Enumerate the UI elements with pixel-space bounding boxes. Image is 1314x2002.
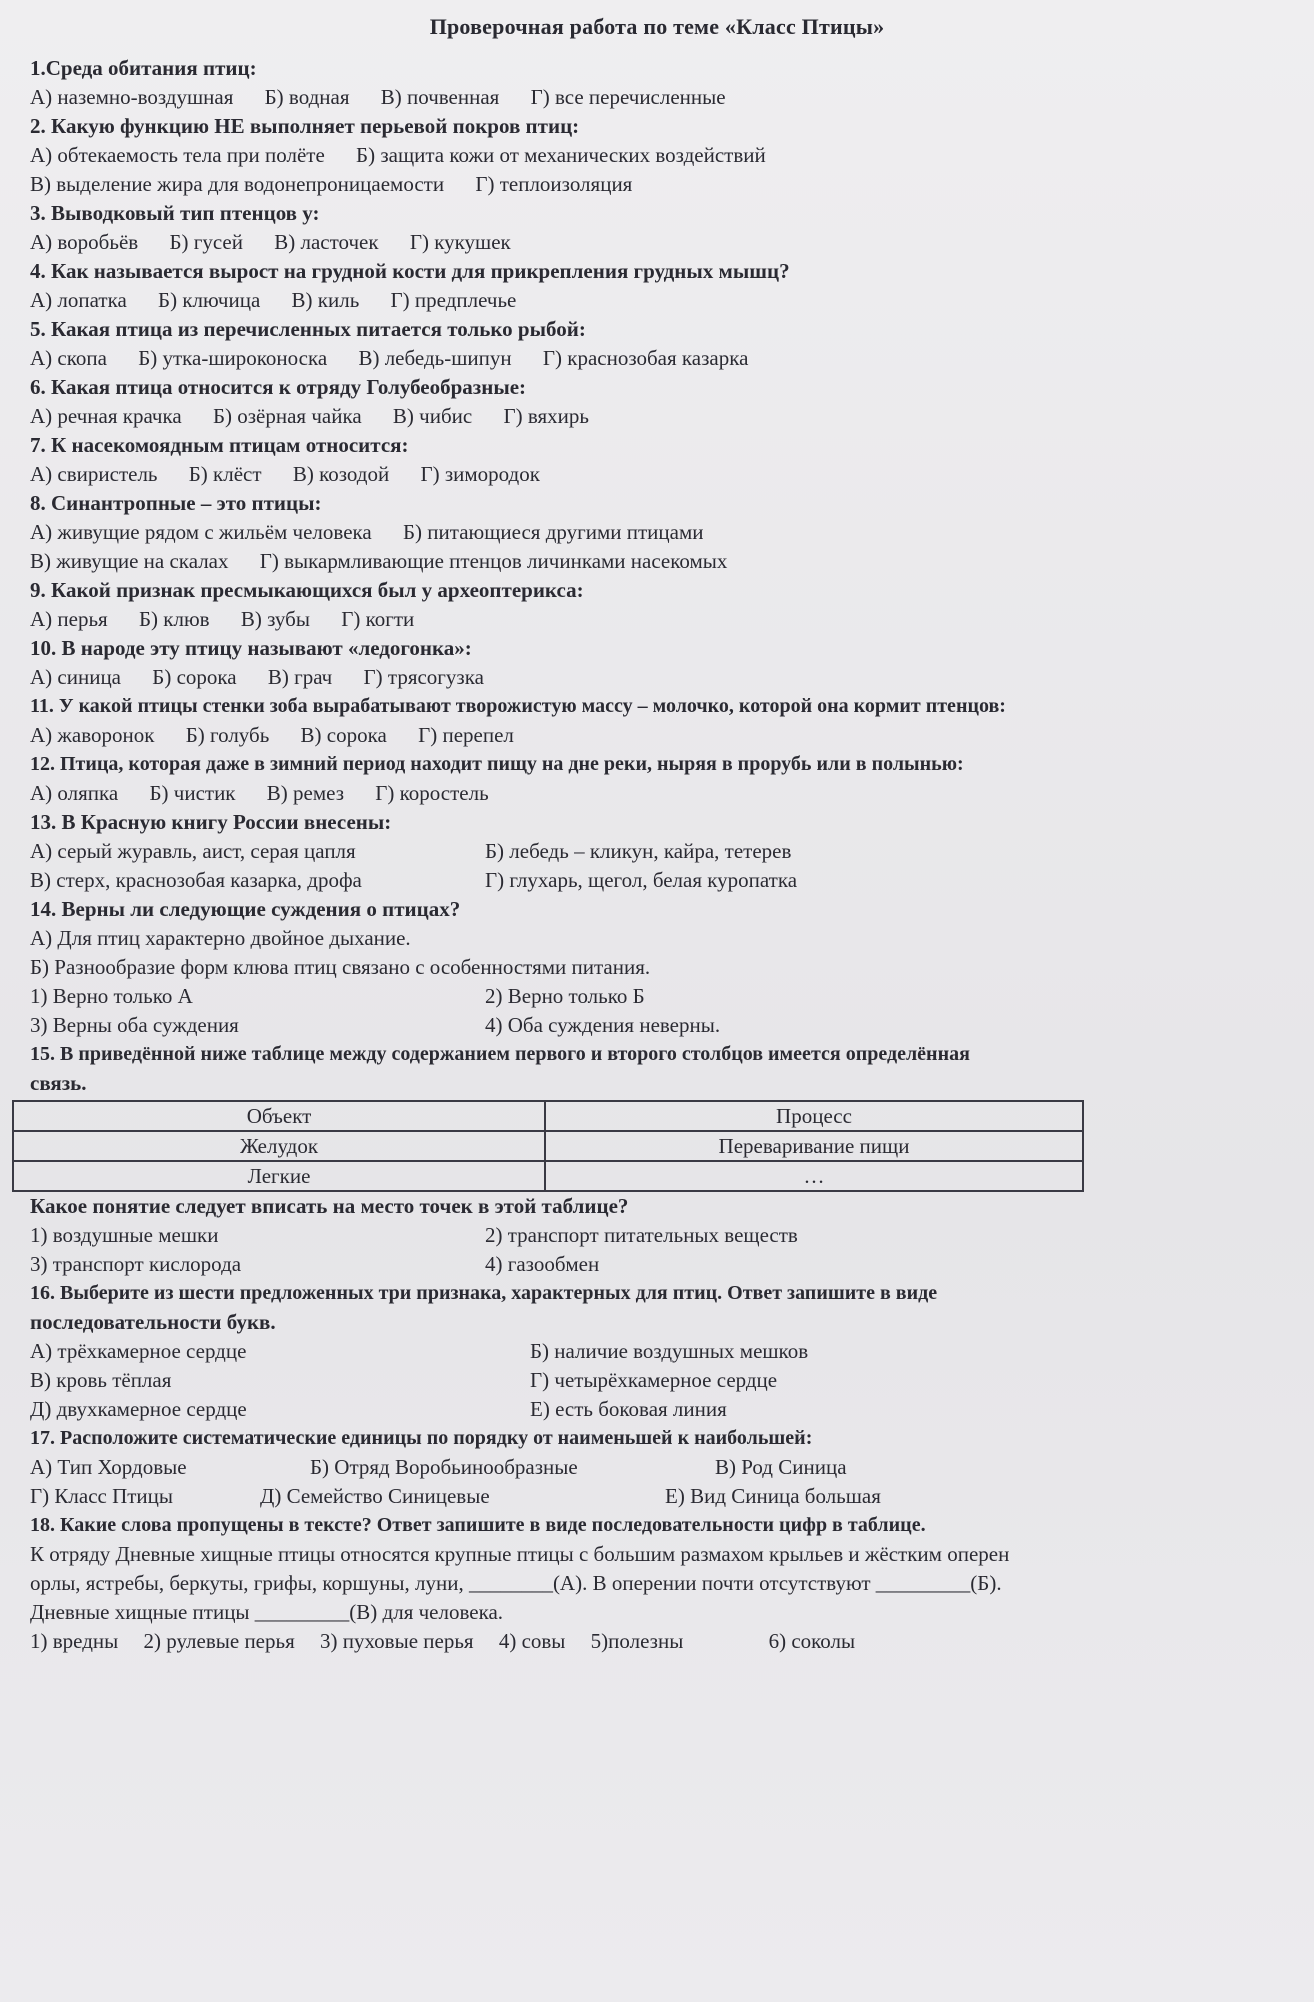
table-cell: Желудок (13, 1131, 545, 1161)
option: Г) кукушек (409, 230, 511, 254)
option: 1) Верно только А (30, 984, 193, 1008)
answers-10 (30, 663, 1305, 692)
answers-13-line1 (30, 837, 1305, 866)
answers-11 (30, 721, 1305, 750)
option: 3) Верны оба суждения (30, 1013, 239, 1037)
question-15-ask: Какое понятие следует вписать на место точек в этой таблице? (30, 1194, 629, 1218)
option: А) жаворонок (30, 723, 155, 747)
question-6: 6. Какая птица относится к отряду Голубеобразные: (30, 375, 527, 399)
option: Г) вяхирь (503, 404, 589, 428)
question-5: 5. Какая птица из перечисленных питается только рыбой: (30, 317, 586, 341)
option: Д) двухкамерное сердце (30, 1397, 247, 1421)
statement-a: А) Для птиц характерно двойное дыхание. (30, 926, 411, 950)
answers-17-line2 (30, 1482, 1305, 1511)
question-1: 1.Среда обитания птиц: (30, 56, 257, 80)
question-11: 11. У какой птицы стенки зоба вырабатывают творожистую массу – молочко, которой она кормит птенцов: (30, 695, 1006, 717)
option: В) кровь тёплая (30, 1368, 172, 1392)
answers-7 (30, 460, 1305, 489)
option: А) трёхкамерное сердце (30, 1339, 247, 1363)
option: 3) пуховые перья (320, 1629, 474, 1653)
answers-2-line2 (30, 170, 1305, 199)
option: В) чибис (392, 404, 473, 428)
relation-table (12, 1100, 1084, 1192)
answers-1 (30, 83, 1305, 112)
option: Б) защита кожи от механических воздействий (356, 143, 766, 167)
answers-4 (30, 286, 1305, 315)
option: А) речная крачка (30, 404, 182, 428)
question-14: 14. Верны ли следующие суждения о птицах? (30, 897, 461, 921)
table-row (13, 1131, 1083, 1161)
option: А) Тип Хордовые (30, 1455, 187, 1479)
option: А) лопатка (30, 288, 127, 312)
option: В) живущие на скалах (30, 549, 229, 573)
option: 4) совы (498, 1629, 566, 1653)
option: Б) гусей (169, 230, 243, 254)
option: Б) утка-широконоска (138, 346, 328, 370)
statement-b: Б) Разнообразие форм клюва птиц связано с особенностями питания. (30, 955, 651, 979)
question-18-text-2: орлы, ястребы, беркуты, грифы, коршуны, луни, ________(А). В оперении почти отсутствуют _________(Б). (30, 1571, 1002, 1595)
question-15: 15. В приведённой ниже таблице между содержанием первого и второго столбцов имеется определённая (30, 1043, 970, 1065)
option: Г) трясогузка (363, 665, 484, 689)
option: В) стерх, краснозобая казарка, дрофа (30, 868, 362, 892)
option: А) обтекаемость тела при полёте (30, 143, 325, 167)
option: Б) голубь (185, 723, 270, 747)
option: Г) коростель (375, 781, 489, 805)
option: Г) четырёхкамерное сердце (530, 1368, 778, 1392)
option: Б) лебедь – кликун, кайра, тетерев (485, 839, 792, 863)
question-18-text-3: Дневные хищные птицы _________(В) для человека. (30, 1600, 504, 1624)
question-17: 17. Расположите систематические единицы по порядку от наименьшей к наибольшей: (30, 1427, 813, 1449)
option: А) воробьёв (30, 230, 139, 254)
option: А) живущие рядом с жильём человека (30, 520, 372, 544)
answers-2-line1 (30, 141, 1305, 170)
table-cell: Объект (13, 1101, 545, 1131)
option: А) перья (30, 607, 108, 631)
option: В) ремез (266, 781, 344, 805)
option: Г) все перечисленные (530, 85, 726, 109)
answers-6 (30, 402, 1305, 431)
option: А) наземно-воздушная (30, 85, 234, 109)
option: Б) чистик (149, 781, 236, 805)
option: В) зубы (240, 607, 310, 631)
answers-16-line3 (30, 1395, 1305, 1424)
option: Г) краснозобая казарка (542, 346, 749, 370)
answers-5 (30, 344, 1305, 373)
question-9: 9. Какой признак пресмыкающихся был у археоптерикса: (30, 578, 584, 602)
question-16-cont: последовательности букв. (30, 1310, 276, 1334)
option: 3) транспорт кислорода (30, 1252, 242, 1276)
question-4: 4. Как называется вырост на грудной кости для прикрепления грудных мышц? (30, 259, 790, 283)
option: 2) транспорт питательных веществ (485, 1223, 798, 1247)
option: В) киль (291, 288, 360, 312)
option: 6) соколы (768, 1629, 856, 1653)
option: В) сорока (300, 723, 387, 747)
option: В) лебедь-шипун (358, 346, 512, 370)
option: В) ласточек (274, 230, 379, 254)
table-cell: Процесс (545, 1101, 1083, 1131)
answers-16-line1 (30, 1337, 1305, 1366)
option: Б) ключица (158, 288, 261, 312)
option: Г) выкармливающие птенцов личинками насекомых (259, 549, 728, 573)
option: 5)полезны (590, 1629, 684, 1653)
option: Б) Отряд Воробьинообразные (310, 1455, 578, 1479)
question-12: 12. Птица, которая даже в зимний период находит пищу на дне реки, ныряя в прорубь или в полынью: (30, 753, 964, 775)
option: 4) Оба суждения неверны. (485, 1013, 721, 1037)
answers-8-line1 (30, 518, 1305, 547)
option: Г) когти (341, 607, 415, 631)
questions-list (30, 54, 1305, 1656)
option: В) Род Синица (715, 1455, 847, 1479)
answers-12 (30, 779, 1305, 808)
option: Г) перепел (418, 723, 514, 747)
option: Г) зимородок (420, 462, 540, 486)
table-cell: … (545, 1161, 1083, 1191)
option: Е) Вид Синица большая (665, 1484, 881, 1508)
option: А) синица (30, 665, 122, 689)
question-10: 10. В народе эту птицу называют «ледогонка»: (30, 636, 472, 660)
option: 4) газообмен (485, 1252, 600, 1276)
option: Г) теплоизоляция (475, 172, 633, 196)
option: В) грач (267, 665, 333, 689)
question-18-text-1: К отряду Дневные хищные птицы относятся крупные птицы с большим размахом крыльев и жёстким оперен (30, 1542, 1010, 1566)
option: Б) клёст (188, 462, 262, 486)
table-cell: Переваривание пищи (545, 1131, 1083, 1161)
option: Б) водная (264, 85, 350, 109)
option: 1) вредны (30, 1629, 119, 1653)
question-3: 3. Выводковый тип птенцов у: (30, 201, 320, 225)
option: А) свиристель (30, 462, 158, 486)
answers-15-line1 (30, 1221, 1305, 1250)
question-7: 7. К насекомоядным птицам относится: (30, 433, 409, 457)
option: Г) предплечье (390, 288, 517, 312)
answers-8-line2 (30, 547, 1305, 576)
option: Б) клюв (138, 607, 210, 631)
table-row (13, 1101, 1083, 1131)
question-16: 16. Выберите из шести предложенных три признака, характерных для птиц. Ответ запишите в виде (30, 1282, 938, 1304)
option: 1) воздушные мешки (30, 1223, 219, 1247)
option: Б) наличие воздушных мешков (530, 1339, 809, 1363)
option: Б) питающиеся другими птицами (402, 520, 704, 544)
answers-18 (30, 1627, 1305, 1656)
option: А) оляпка (30, 781, 119, 805)
option: В) козодой (292, 462, 390, 486)
table-row (13, 1161, 1083, 1191)
answers-9 (30, 605, 1305, 634)
option: Б) сорока (152, 665, 237, 689)
option: А) скопа (30, 346, 107, 370)
answers-17-line1 (30, 1453, 1305, 1482)
answers-15-line2 (30, 1250, 1305, 1279)
option: Б) озёрная чайка (212, 404, 362, 428)
option: Г) Класс Птицы (30, 1484, 174, 1508)
question-15-cont: связь. (30, 1071, 87, 1095)
page-title: Проверочная работа по теме «Класс Птицы» (429, 14, 885, 39)
answers-3 (30, 228, 1305, 257)
answers-13-line2 (30, 866, 1305, 895)
answers-14-line2 (30, 1011, 1305, 1040)
question-8: 8. Синантропные – это птицы: (30, 491, 322, 515)
option: 2) рулевые перья (143, 1629, 295, 1653)
option: А) серый журавль, аист, серая цапля (30, 839, 356, 863)
option: 2) Верно только Б (485, 984, 645, 1008)
option: В) почвенная (380, 85, 500, 109)
option: Г) глухарь, щегол, белая куропатка (485, 868, 798, 892)
question-18: 18. Какие слова пропущены в тексте? Ответ запишите в виде последовательности цифр в таблице. (30, 1514, 926, 1536)
question-13: 13. В Красную книгу России внесены: (30, 810, 392, 834)
answers-16-line2 (30, 1366, 1305, 1395)
table-cell: Легкие (13, 1161, 545, 1191)
option: Д) Семейство Синицевые (260, 1484, 490, 1508)
option: Е) есть боковая линия (530, 1397, 727, 1421)
option: В) выделение жира для водонепроницаемости (30, 172, 445, 196)
question-2: 2. Какую функцию НЕ выполняет перьевой покров птиц: (30, 114, 580, 138)
answers-14-line1 (30, 982, 1305, 1011)
